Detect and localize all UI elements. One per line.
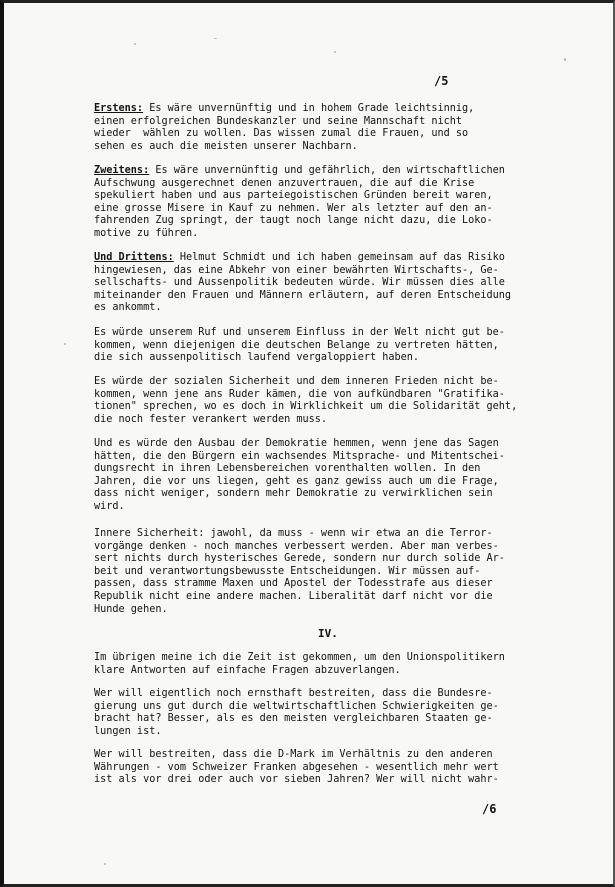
paragraph-line: eine grosse Misere in Kauf zu nehmen. Wer als letzter auf den an-: [94, 202, 493, 214]
scan-speck: [64, 343, 66, 345]
paragraph-line: beit und verantwortungsbewusste Entscheidungen. Wir müssen auf-: [94, 565, 481, 577]
paragraph-line: bracht hat? Besser, als es den meisten vergleichbaren Staaten ge-: [94, 713, 493, 725]
paragraph-line: tionen" sprechen, wo es doch in Wirklichkeit um die Solidarität geht,: [94, 401, 518, 413]
paragraph-dmark: [94, 749, 564, 787]
paragraph-line: die noch fester verankert werden muss.: [94, 413, 328, 425]
paragraph-line: wieder wählen zu wollen. Das wissen zumal die Frauen, und so: [94, 128, 469, 140]
paragraph-line: Es würde der sozialen Sicherheit und dem inneren Frieden nicht be-: [94, 376, 499, 387]
paragraph-line: motive zu führen.: [94, 227, 199, 239]
page-number-bottom: /6: [482, 802, 497, 816]
paragraph-line: spekuliert haben und aus parteiegoistischen Gründen bereit waren,: [94, 190, 493, 202]
paragraph-erstens: [94, 103, 564, 153]
paragraph-line: fahrenden Zug springt, der taugt noch lange nicht dazu, die Loko-: [94, 215, 493, 227]
paragraph-line: kommen, wenn diejenigen die deutschen Belange zu vertreten hätten,: [94, 339, 499, 351]
document-page: [4, 3, 613, 884]
paragraph-line: Innere Sicherheit: jawohl, da muss - wenn wir etwa an die Terror-: [94, 528, 493, 539]
paragraph-lead: Erstens:: [94, 103, 144, 114]
paragraph-line: sehen es auch die meisten unserer Nachbarn.: [94, 140, 358, 152]
paragraph-line: die sich aussenpolitisch laufend vergaloppiert haben.: [94, 352, 420, 364]
paragraph-line: kommen, wenn jene ans Ruder kämen, die von aufkündbaren "Gratifika-: [94, 388, 505, 400]
paragraph-line: Es würde unserem Ruf und unserem Einfluss in der Welt nicht gut be-: [94, 327, 505, 338]
scan-speck: [134, 43, 136, 45]
scan-speck: [214, 38, 217, 39]
paragraph-drittens: [94, 252, 564, 315]
paragraph-line: dungsrecht in ihren Lebensbereichen vorenthalten wollen. In den: [94, 463, 481, 475]
paragraph-line: dass nicht weniger, sondern mehr Demokratie zu verwirklichen sein: [94, 488, 493, 500]
paragraph-line: einen erfolgreichen Bundeskanzler und seine Mannschaft nicht: [94, 115, 463, 127]
paragraph-line: Helmut Schmidt und ich haben gemeinsam auf das Risiko: [173, 252, 505, 263]
paragraph-line: gierung uns gut durch die weltwirtschaftlichen Schwierigkeiten ge-: [94, 700, 499, 712]
paragraph-line: Wer will eigentlich noch ernsthaft bestreiten, dass die Bundesre-: [94, 688, 493, 699]
paragraph-line: miteinander den Frauen und Männern erläutern, auf deren Entscheidung: [94, 289, 512, 301]
paragraph-bundesregierung: [94, 688, 564, 738]
paragraph-line: Wer will bestreiten, dass die D-Mark im Verhältnis zu den anderen: [94, 749, 493, 760]
paragraph-line: hingewiesen, das eine Abkehr von einer bewährten Wirtschafts-, Ge-: [94, 264, 499, 276]
paragraph-line: hätten, die den Bürgern ein wachsendes Mitsprache- und Mitentschei-: [94, 450, 505, 462]
paragraph-line: Im übrigen meine ich die Zeit ist gekommen, um den Unionspolitikern: [94, 652, 505, 663]
paragraph-line: Und es würde den Ausbau der Demokratie hemmen, wenn jene das Sagen: [94, 438, 499, 449]
paragraph-line: Hunde gehen.: [94, 603, 168, 615]
paragraph-demokratie: [94, 438, 564, 514]
paragraph-lead: Zweitens:: [94, 165, 150, 176]
paragraph-line: klare Antworten auf einfache Fragen abzuverlangen.: [94, 664, 401, 676]
paragraph-ruf: [94, 327, 564, 365]
paragraph-line: Währungen - vom Schweizer Franken abgesehen - wesentlich mehr wert: [94, 761, 499, 773]
paragraph-line: passen, dass stramme Maxen und Apostel der Todesstrafe aus dieser: [94, 578, 493, 590]
paragraph-line: wird.: [94, 500, 125, 512]
paragraph-innere-sicherheit: [94, 528, 564, 616]
paragraph-line: Es wäre unvernünftig und in hohem Grade leichtsinnig,: [143, 103, 475, 114]
page-number-top: /5: [434, 74, 449, 88]
paragraph-im-uebrigen: [94, 652, 564, 677]
paragraph-line: Aufschwung ausgerechnet denen anzuvertrauen, die auf die Krise: [94, 177, 475, 189]
section-heading: IV.: [318, 627, 338, 640]
paragraph-line: Jahren, die vor uns liegen, geht es ganz gewiss auch um die Frage,: [94, 475, 499, 487]
paragraph-lead: Und Drittens:: [94, 252, 174, 263]
paragraph-line: sellschafts- und Aussenpolitik bedeuten würde. Wir müssen dies alle: [94, 277, 505, 289]
paragraph-line: Republik nicht eine andere machen. Liberalität darf nicht vor die: [94, 590, 493, 602]
paragraph-line: es ankommt.: [94, 302, 162, 314]
paragraph-line: sert nichts durch hysterisches Gerede, sondern nur durch solide Ar-: [94, 553, 505, 565]
paragraph-line: Es wäre unvernünftig und gefährlich, den wirtschaftlichen: [149, 165, 505, 176]
paragraph-sicherheit: [94, 376, 564, 426]
paragraph-line: vorgänge denken - noch manches verbessert werden. Aber man verbes-: [94, 540, 499, 552]
paragraph-zweitens: [94, 165, 564, 241]
paragraph-line: lungen ist.: [94, 725, 162, 737]
scan-speck: [334, 51, 336, 53]
scan-speck: [104, 863, 106, 865]
scan-speck: [564, 58, 566, 61]
paragraph-line: ist als vor drei oder auch vor sieben Jahren? Wer will nicht wahr-: [94, 774, 499, 786]
